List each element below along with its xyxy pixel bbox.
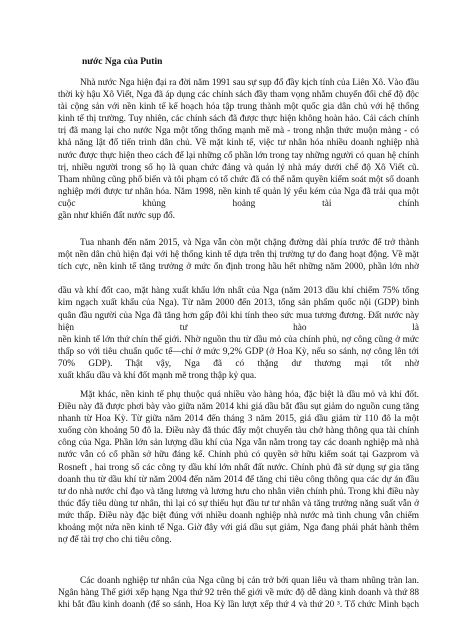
text-line: Mặt khác, nền kinh tế phụ thuộc quá nhiều vào hàng hóa, đặc biệt là dầu mỏ và khí đốt.	[80, 390, 419, 400]
text-line: kim ngạch xuất khẩu của Nga). Từ năm 2000 đến 2013, tổng sản phẩm quốc nội (GDP) bình	[58, 298, 419, 309]
text-line: tích cực, nền kinh tế tăng trưởng ở mức ổn định trong hầu hết những năm 2000, phần lớn nhờ	[58, 262, 419, 273]
text-line: trị, nhiều người trong số họ là quan chức đảng và quản lý nhà máy dưới chế độ Xô Viết cũ.	[58, 162, 419, 173]
text-line: công của Nga. Phần lớn sản lượng dầu khí của Nga vẫn nằm trong tay các doanh nghiệp mà nhà	[58, 438, 419, 449]
text-line: nước vẫn có cổ phần sở hữu đáng kể. Chính phủ có quyền sở hữu kiểm soát tại Gazprom và	[58, 450, 419, 461]
text-line: nền kinh tế lớn thứ chín thế giới. Nhờ nguồn thu từ dầu mỏ của chính phủ, nợ công cũng ở mức	[58, 334, 419, 345]
text-line: một nền dân chủ hiện đại với hệ thống kinh tế dựa trên thị trường tự do đang hoạt động. Về mặt	[58, 250, 419, 261]
text-line: hiện tư hào là	[58, 322, 419, 333]
text-line: trị đã mang lại cho nước Nga một tổng thống mạnh mẽ mà - trong nhận thức muộn màng - có	[58, 126, 419, 137]
text-line: kinh tế thị trường. Tuy nhiên, các chính sách đã được thực hiện không hoàn hảo. Cải cách chính	[58, 114, 419, 125]
text-line: nhanh từ Hoa Kỳ. Từ giữa năm 2014 đến tháng 3 năm 2015, giá dầu giảm từ 110 đô la một	[58, 414, 419, 425]
paragraph-2	[58, 237, 419, 382]
document-heading: nước Nga của Putin	[82, 57, 163, 67]
text-line: doanh thu từ dầu khí từ năm 2004 đến năm 2014 để tăng chi tiêu công thông qua các dự án đầu	[58, 474, 419, 485]
text-line: xuống còn khoảng 50 đô la. Điều này đã thúc đẩy một chuyến tàu chở hàng thông qua tài chính	[58, 426, 419, 437]
text-line: quân đầu người của Nga đã tăng hơn gấp đôi khi tính theo sức mua tương đương. Đất nước này	[58, 310, 419, 321]
text-line: nghiệp mới được tư nhân hóa. Năm 1998, nền kinh tế quản lý yếu kém của Nga đã trải qua một	[58, 186, 419, 197]
text-line: tài cộng sản với nền kinh tế kế hoạch hóa tập trung thành một quốc gia dân chủ với hệ thống	[58, 102, 419, 113]
text-line: Ngân hàng Thế giới xếp hạng Nga thứ 92 trên thế giới về mức độ dễ dàng kinh doanh và thứ 88	[58, 588, 419, 599]
text-line: khả năng lật đổ tiến trình dân chủ. Về mặt kinh tế, việc tư nhân hóa nhiều doanh nghiệp nhà	[58, 138, 419, 149]
text-line: Các doanh nghiệp tư nhân của Nga cũng bị cản trở bởi quan liêu và tham nhũng tràn lan.	[80, 576, 419, 586]
text-line: khoảng một nửa nền kinh tế Nga. Giờ đây với giá dầu sụt giảm, Nga đang phải phát hành thêm	[58, 523, 419, 534]
text-line: Tua nhanh đến năm 2015, và Nga vẫn còn một chặng đường dài phía trước để trở thành	[80, 238, 419, 248]
text-line: nước được thực hiện theo cách để lại những cổ phần lớn trong tay những người có quan hệ chính	[58, 150, 419, 161]
text-line: nợ để tài trợ cho chi tiêu công.	[58, 535, 172, 546]
text-line: xuất khẩu dầu và khí đốt mạnh mẽ trong thập kỷ qua.	[58, 371, 257, 382]
text-line: cuộc khủng hoảng tài chính	[58, 198, 419, 209]
text-line: mức thấp. Điều này đặc biệt đúng với nhiều doanh nghiệp nhà nước mà tình chung vẫn chiếm	[58, 510, 419, 521]
paragraph-4	[58, 575, 419, 611]
text-line: gần như khiến đất nước sụp đổ.	[58, 211, 175, 222]
text-line: Rosneft , hai trong số các công ty dầu khí lớn nhất đất nước. Chính phủ đã sử dụng sự gia tăng	[58, 462, 419, 473]
text-line: Điều này đã được phơi bày vào giữa năm 2014 khi giá dầu bắt đầu sụt giảm do nguồn cung tăng	[58, 402, 419, 413]
text-line: 70% GDP). Thật vậy, Nga đã có thặng dư thương mại tốt nhờ	[58, 358, 419, 369]
text-line: Tham nhũng cũng phổ biến và tôi phạm có tổ chức đã có thể nắm quyền kiểm soát một số doanh	[58, 174, 419, 185]
text-line: thúc đẩy tiêu dùng tư nhân, thì lại có sự thiếu hụt đầu tư tư nhân và tăng trưởng năng suất vẫn ở	[58, 498, 419, 509]
blank-line	[58, 273, 419, 285]
paragraph-3	[58, 389, 419, 546]
text-line: Nhà nước Nga hiện đại ra đời năm 1991 sau sự sụp đổ đầy kịch tính của Liên Xô. Vào đầu	[80, 78, 419, 88]
text-line: khi bắt đầu kinh doanh (để so sánh, Hoa Kỳ lần lượt xếp thứ 4 và thứ 20 ³. Tổ chức Minh bạch	[58, 600, 419, 611]
text-line: dầu và khí đốt cao, mặt hàng xuất khẩu lớn nhất của Nga (năm 2013 dầu khí chiếm 75% tổng	[58, 286, 419, 297]
paragraph-1	[58, 77, 419, 222]
text-line: tư do nhà nước chỉ đạo và tăng lương và lương hưu cho nhân viên chính phủ. Trong khi điều này	[58, 486, 419, 497]
text-line: thấp so với tiêu chuẩn quốc tế—chỉ ở mức 9,2% GDP (ở Hoa Kỳ, nếu so sánh, nợ công lên tới	[58, 346, 419, 357]
text-line: thời kỳ hậu Xô Viết, Nga đã áp dụng các chính sách đầy tham vọng nhằm chuyển đổi chế độ độc	[58, 90, 419, 101]
